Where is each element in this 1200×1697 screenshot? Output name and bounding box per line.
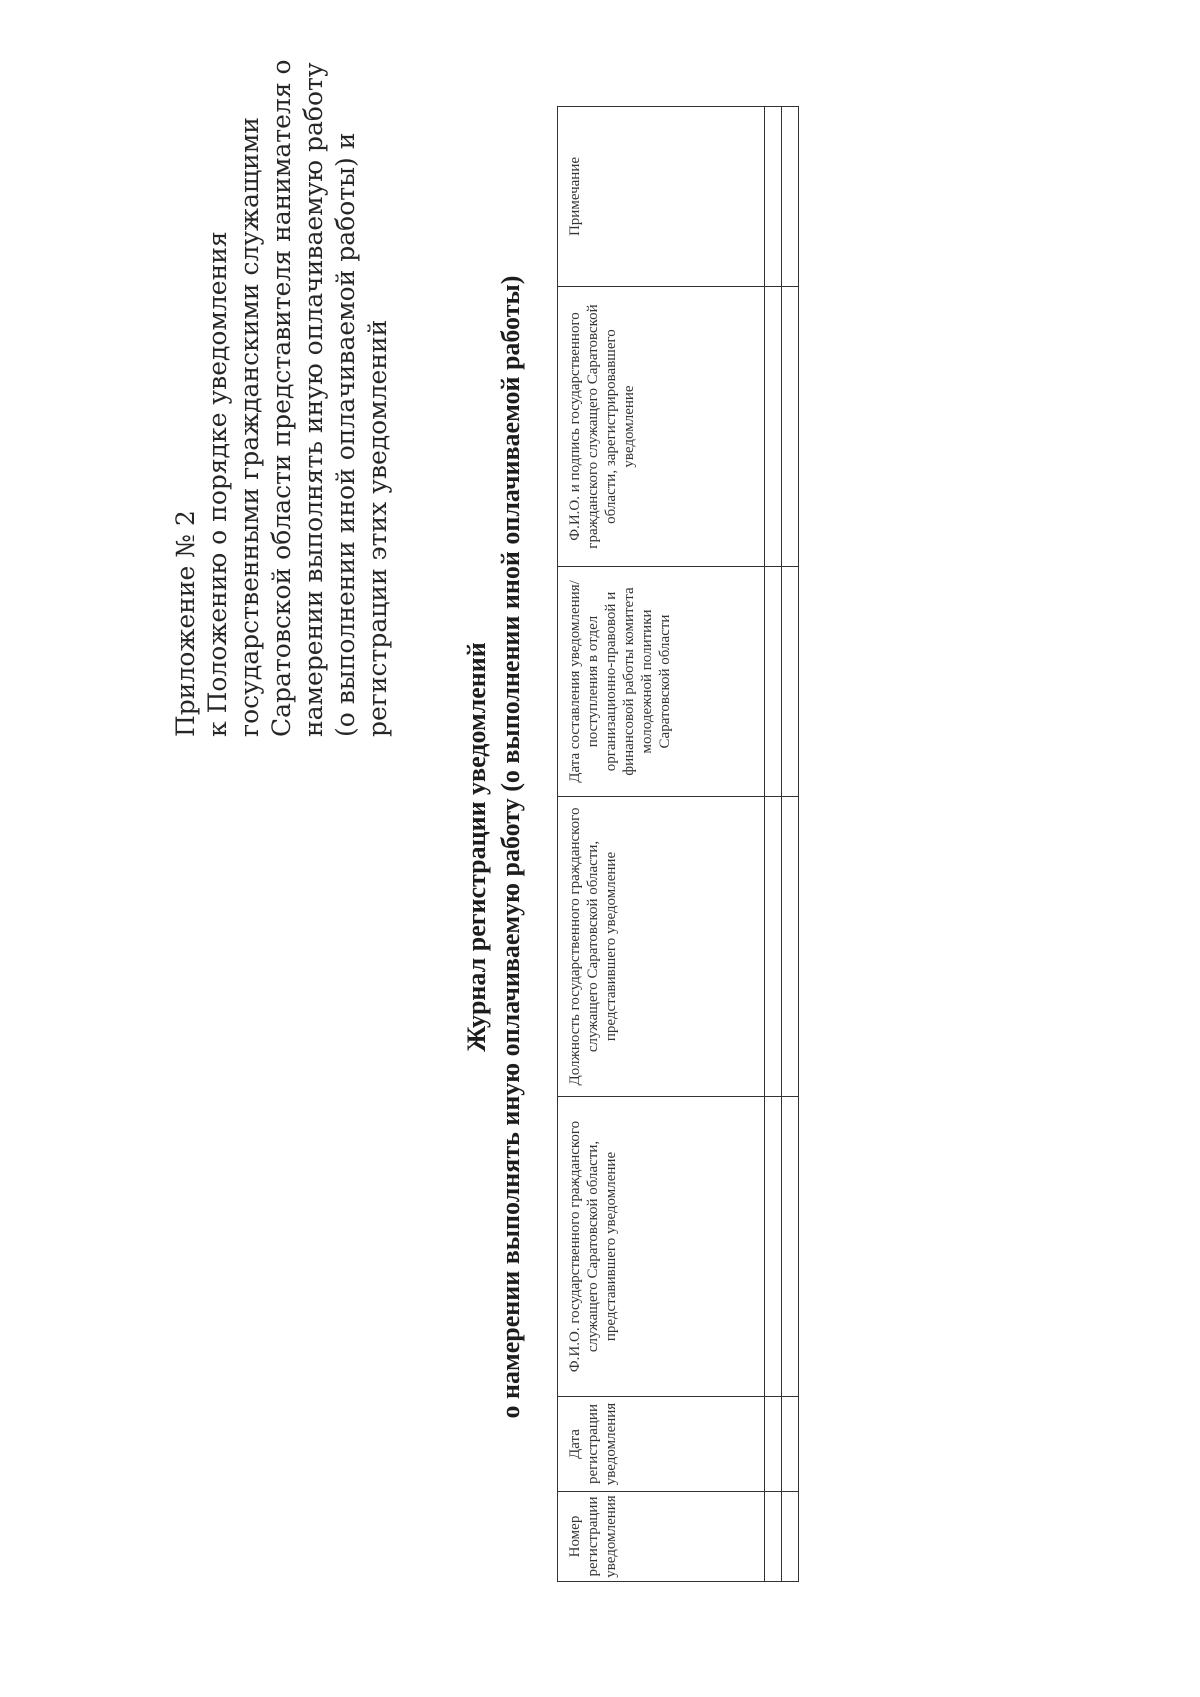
appendix-line: регистрации этих уведомлений <box>363 319 392 737</box>
appendix-line: (о выполнении иной оплачиваемой работы) и <box>331 132 360 737</box>
table-cell <box>782 567 799 797</box>
header-notice-date: Дата составления уведомления/поступления в отдел организационно-правовой и финансовой работы комитета молодежной политики Саратовской области <box>558 567 765 797</box>
table-cell <box>782 287 799 567</box>
header-employee-name: Ф.И.О. государственного гражданского служащего Саратовской области, представившего уведомление <box>558 1097 765 1397</box>
appendix-block <box>170 59 394 737</box>
table-cell <box>765 1397 782 1492</box>
table-cell <box>765 1097 782 1397</box>
table-cell <box>765 567 782 797</box>
header-employee-position: Должность государственного гражданского служащего Саратовской области, представившего уведомление <box>558 797 765 1097</box>
header-registration-number: Номер регистрации уведомления <box>558 1492 765 1582</box>
registration-table <box>557 106 799 1582</box>
header-note: Примечание <box>558 107 765 287</box>
header-registrar-signature: Ф.И.О. и подпись государственного гражданского служащего Саратовской области, зарегистрировавшего уведомление <box>558 287 765 567</box>
header-registration-date: Дата регистрации уведомления <box>558 1397 765 1492</box>
appendix-line: к Положению о порядке уведомления <box>203 231 232 737</box>
journal-title: Журнал регистрации уведомлений <box>462 642 491 1052</box>
table-row <box>765 107 782 1582</box>
table-cell <box>765 797 782 1097</box>
table-cell <box>782 1097 799 1397</box>
table-cell <box>782 1492 799 1582</box>
appendix-line: Саратовской области представителя нанимателя о <box>267 59 296 737</box>
table-cell <box>765 107 782 287</box>
appendix-line: намерении выполнять иную оплачиваемую работу <box>299 62 328 737</box>
table-header-row <box>558 107 765 1582</box>
appendix-line: государственными гражданскими служащими <box>235 117 264 737</box>
table-cell <box>765 1492 782 1582</box>
table-row <box>782 107 799 1582</box>
table-cell <box>782 1397 799 1492</box>
table-cell <box>782 797 799 1097</box>
appendix-line: Приложение № 2 <box>171 510 200 737</box>
table-cell <box>765 287 782 567</box>
journal-subtitle: о намерении выполнять иную оплачиваемую работу (о выполнении иной оплачиваемой работы) <box>496 275 525 1419</box>
table-cell <box>782 107 799 287</box>
